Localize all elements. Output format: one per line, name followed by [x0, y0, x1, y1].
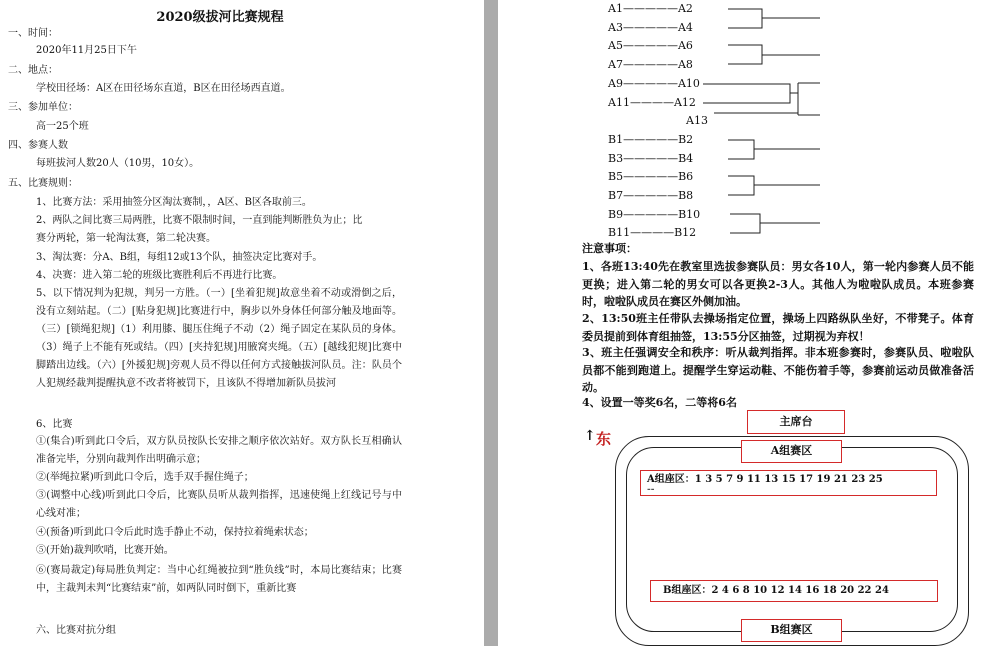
rule-6-6: ⑥(赛局裁定)每局胜负判定：当中心红绳被拉到“胜负线”时，本局比赛结束；比赛中，主裁判未判“比赛结束”前，如两队同时倒下，重新比赛 [36, 565, 402, 594]
bracket-pair: B5—————B6 [608, 170, 694, 183]
bracket-a-final [798, 83, 820, 115]
rule-5: 5、以下情况判为犯规，判另一方胜。（一）[坐着犯规]故意坐着不动或滑倒之后，没有立刻站起。（二）[贴身犯规]比赛进行中，胸步以外身体任何部分触及地面等。（三）[锁绳犯规]（1）利用膝、腿压住绳子不动（2）绳子固定在某队员的身体。（3）绳子上不能有死或结。（四）[夹持犯规]用腋窝夹绳。（五）[越线犯规]比赛中脚踏出边线。（六）[外援犯规]旁观人员不得以任何方式接触拔河队员。注：队员个人犯规经裁判提醒执意不改者将被罚下，且该队不得增加新队员拔河 [36, 288, 402, 389]
rule-6-2: ②(举绳拉紧)听到此口令后，选手双手握住绳子； [36, 472, 254, 483]
note-1: 1、各班13:40先在教室里选拔参赛队员：男女各10人，第一轮内参赛人员不能更换；进入第二轮的男女可以各更换2-3人。其他人为啦啦队成员。本班参赛时，啦啦队成员在赛区外侧加油。 [582, 260, 974, 308]
section-6-heading: 6、比赛 [36, 419, 73, 430]
rule-3: 3、淘汰赛：分A、B组，每组12或13个队，抽签决定比赛对手。 [36, 252, 323, 263]
section-participants-heading: 四、参赛人数 [8, 140, 68, 151]
zone-b-box: B组赛区 [741, 619, 842, 642]
rule-6-1: ①(集合)听到此口令后，双方队员按队长安排之顺序依次站好。双方队长互相确认准备完毕，分别向裁判作出明确示意； [36, 436, 402, 465]
bracket-pair: A7—————A8 [608, 58, 693, 71]
bracket-pair: A9—————A10 [608, 77, 700, 90]
bracket-a1-a4 [728, 9, 762, 28]
note-3: 3、班主任强调安全和秩序：听从裁判指挥。非本班参赛时，参赛队员、啦啦队员都不能到跑道上。提醒学生穿运动鞋、不能伤着手等，参赛前运动员做准备活动。 [582, 346, 974, 394]
location-text: 学校田径场：A区在田径场东直道，B区在田径场西直道。 [36, 83, 291, 94]
bracket-a-outgoing [762, 18, 820, 55]
bracket-a9-a12 [703, 84, 790, 103]
bracket-b1-b4 [728, 140, 754, 159]
bracket-pair: A3—————A4 [608, 21, 693, 34]
east-label: 东 [596, 430, 612, 448]
participants-text: 每班拔河人数20人（10男，10女）。 [36, 158, 200, 169]
bracket-pair: A1—————A2 [608, 2, 693, 15]
section-time-heading: 一、时间： [8, 28, 58, 39]
time-text: 2020年11月25日下午 [36, 45, 137, 56]
section-rules-heading: 五、比赛规则： [8, 178, 78, 189]
rule-1: 1、比赛方法：采用抽签分区淘汰赛制，，A区、B区各取前三。 [36, 197, 312, 208]
bracket-pair: B9—————B10 [608, 208, 701, 221]
bracket-pair: B1—————B2 [608, 133, 694, 146]
notes-title: 注意事项： [582, 242, 637, 255]
rule-6-3: ③(调整中心线)听到此口令后，比赛队员听从裁判指挥，迅速使绳上红线记号与中心线对准； [36, 490, 402, 519]
bracket-b-outgoing [754, 149, 820, 185]
seat-zone-a-tail: -- [647, 485, 655, 495]
rule-6-5: ⑤(开始)裁判吹哨，比赛开始。 [36, 545, 174, 556]
stage-box: 主席台 [747, 410, 845, 434]
seat-zone-a-label: A组座区：1 3 5 7 9 11 13 15 17 19 21 23 25 [647, 474, 883, 485]
bracket-pair: B3—————B4 [608, 152, 694, 165]
document-page-left [0, 0, 484, 646]
rule-4: 4、决赛：进入第二轮的班级比赛胜利后不再进行比赛。 [36, 270, 283, 281]
bracket-pair: A11————A12 [608, 96, 696, 109]
section-units-heading: 三、参加单位： [8, 102, 78, 113]
bracket-bye: A13 [686, 114, 708, 127]
bracket-b5-b8 [728, 176, 754, 195]
bracket-pair: A5—————A6 [608, 39, 693, 52]
bracket-pair: B11————B12 [608, 226, 697, 239]
seat-zone-a-box [640, 470, 937, 496]
zone-a-box: A组赛区 [741, 440, 842, 463]
document-title: 2020级拔河比赛规程 [156, 10, 284, 25]
note-4: 4、设置一等奖6名，二等将6名 [582, 396, 737, 409]
note-2: 2、13:50班主任带队去操场指定位置，操场上四路纵队坐好，不带凳子。体育委员提前到体育组抽签，13:55分区抽签，过期视为弃权！ [582, 312, 974, 343]
rule-2-cont: 赛分两轮，第一轮淘汰赛，第二轮决赛。 [36, 233, 216, 244]
bracket-lines [498, 0, 1007, 246]
units-text: 高一25个班 [36, 121, 89, 132]
section-location-heading: 二、地点： [8, 65, 58, 76]
seat-zone-b-box: B组座区：2 4 6 8 10 12 14 16 18 20 22 24 [650, 580, 938, 602]
east-arrow-icon: ↑ [584, 428, 596, 444]
document-page-right [498, 0, 1007, 646]
rule-2: 2、两队之间比赛三局两胜，比赛不限制时间，一直到能判断胜负为止；比 [36, 215, 363, 226]
bracket-b9-b12 [730, 214, 820, 233]
section-groups-heading: 六、比赛对抗分组 [36, 625, 116, 636]
bracket-pair: B7—————B8 [608, 189, 694, 202]
rule-6-4: ④(预备)听到此口令后此时选手静止不动，保持拉着绳索状态； [36, 527, 314, 538]
bracket-a5-a8 [728, 45, 762, 64]
